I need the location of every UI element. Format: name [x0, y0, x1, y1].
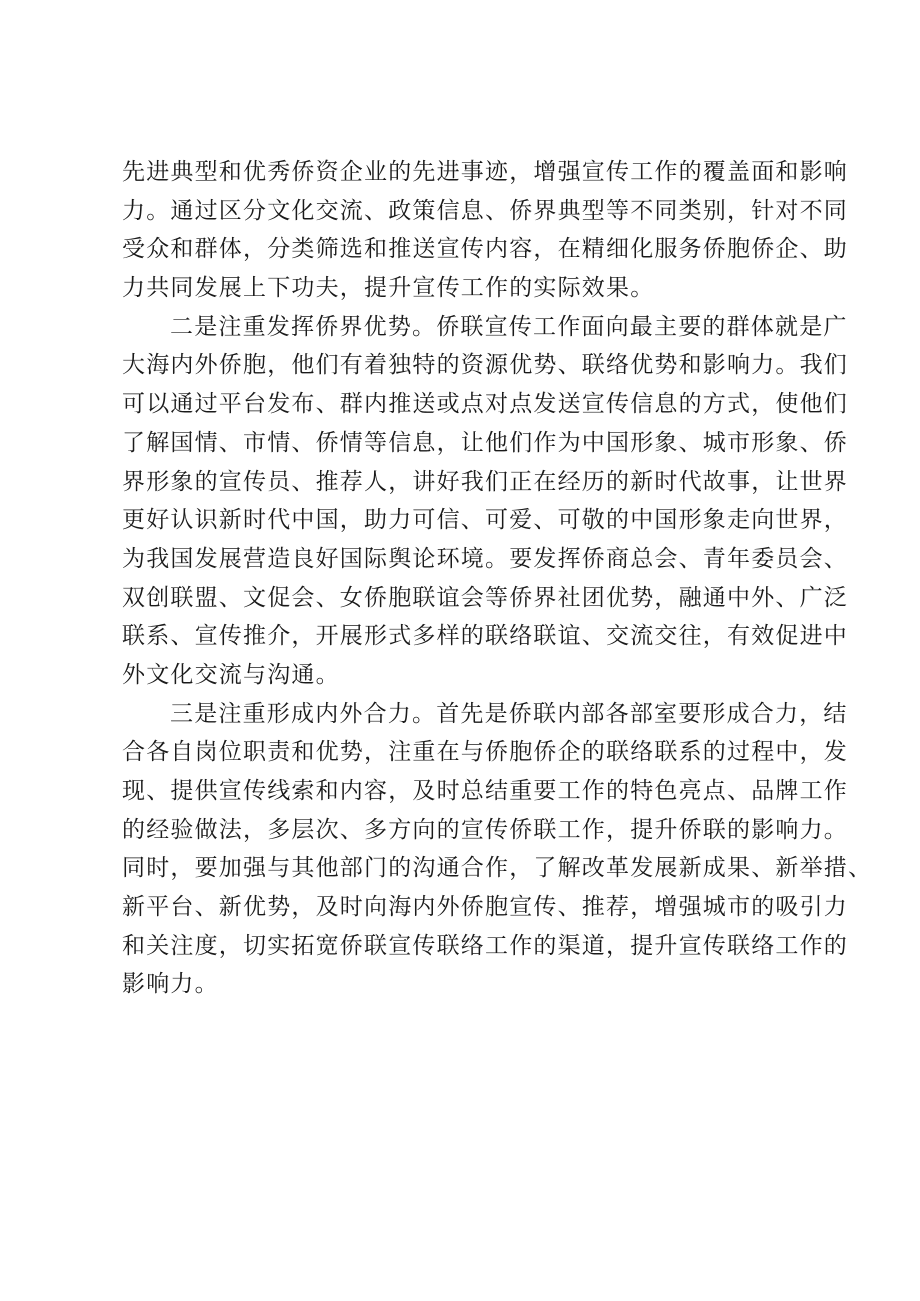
document-body — [122, 153, 873, 1004]
text-line: 可以通过平台发布、群内推送或点对点发送宣传信息的方式，使他们 — [122, 391, 848, 418]
text-line: 外文化交流与沟通。 — [122, 661, 340, 688]
text-line: 现、提供宣传线索和内容，及时总结重要工作的特色亮点、品牌工作 — [122, 778, 848, 804]
text-line: 为我国发展营造良好国际舆论环境。要发挥侨商总会、青年委员会、 — [122, 545, 848, 572]
paragraph-2 — [122, 308, 848, 695]
text-line: 了解国情、市情、侨情等信息，让他们作为中国形象、城市形象、侨 — [122, 429, 848, 456]
text-line: 和关注度，切实拓宽侨联宣传联络工作的渠道，提升宣传联络工作的 — [122, 932, 848, 959]
text-line: 三是注重形成内外合力。首先是侨联内部各部室要形成合力，结 — [170, 700, 848, 727]
text-line: 二是注重发挥侨界优势。侨联宣传工作面向最主要的群体就是广 — [170, 313, 848, 340]
text-line: 联系、宣传推介，开展形式多样的联络联谊、交流交往，有效促进中 — [122, 623, 848, 650]
text-line: 力。通过区分文化交流、政策信息、侨界典型等不同类别，针对不同 — [122, 197, 848, 224]
text-line: 的经验做法，多层次、多方向的宣传侨联工作，提升侨联的影响力。 — [122, 816, 848, 843]
text-line: 先进典型和优秀侨资企业的先进事迹，增强宣传工作的覆盖面和影响 — [122, 159, 848, 185]
text-line: 大海内外侨胞，他们有着独特的资源优势、联络优势和影响力。我们 — [122, 352, 848, 379]
paragraph-1 — [122, 153, 848, 308]
text-line: 更好认识新时代中国，助力可信、可爱、可敬的中国形象走向世界， — [122, 507, 848, 534]
text-line: 受众和群体，分类筛选和推送宣传内容，在精细化服务侨胞侨企、助 — [122, 236, 848, 263]
text-line: 新平台、新优势，及时向海内外侨胞宣传、推荐，增强城市的吸引力 — [122, 894, 848, 921]
text-line: 同时，要加强与其他部门的沟通合作，了解改革发展新成果、新举措、 — [122, 855, 873, 882]
paragraph-3 — [122, 695, 873, 1005]
text-line: 界形象的宣传员、推荐人，讲好我们正在经历的新时代故事，让世界 — [122, 468, 848, 495]
text-line: 双创联盟、文促会、女侨胞联谊会等侨界社团优势，融通中外、广泛 — [122, 584, 848, 611]
text-line: 合各自岗位职责和优势，注重在与侨胞侨企的联络联系的过程中，发 — [122, 739, 848, 766]
text-line: 力共同发展上下功夫，提升宣传工作的实际效果。 — [122, 275, 655, 302]
text-line: 影响力。 — [122, 971, 219, 998]
